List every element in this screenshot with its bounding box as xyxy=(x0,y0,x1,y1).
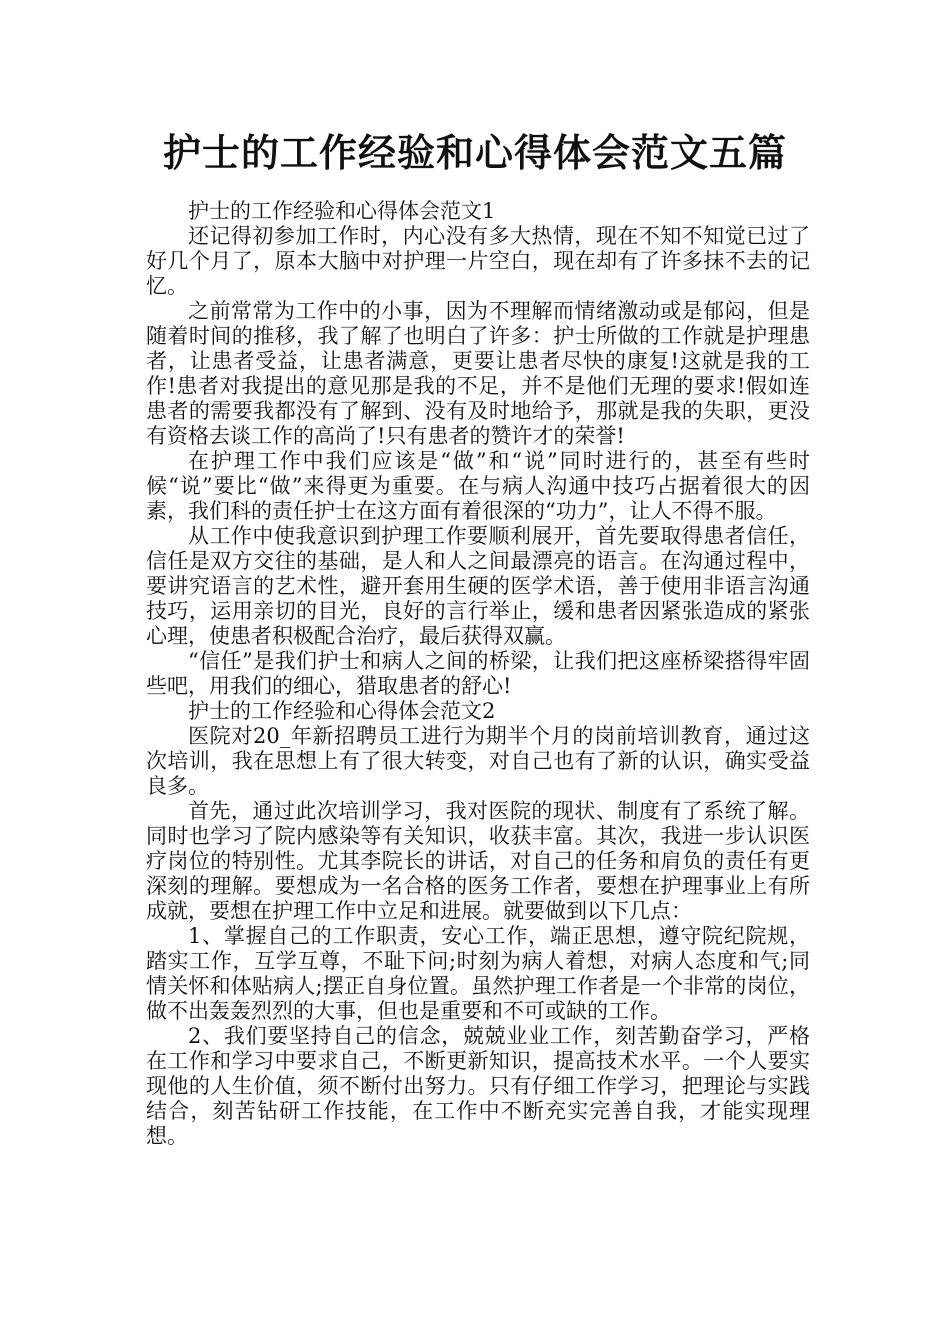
paragraph: “信任”是我们护士和病人之间的桥梁，让我们把这座桥梁搭得牢固些吧，用我们的细心，猎取患者的舒心! xyxy=(146,649,810,698)
document-body xyxy=(146,199,810,1149)
paragraph: 医院对20_年新招聘员工进行为期半个月的岗前培训教育，通过这次培训，我在思想上有了很大转变，对自己也有了新的认识，确实受益良多。 xyxy=(146,724,810,798)
section-heading: 护士的工作经验和心得体会范文2 xyxy=(188,699,496,723)
paragraph: 从工作中使我意识到护理工作要顺利展开，首先要取得患者信任，信任是双方交往的基础，是人和人之间最漂亮的语言。在沟通过程中，要讲究语言的艺术性，避开套用生硬的医学术语，善于使用非语言沟通技巧，运用亲切的目光，良好的言行举止，缓和患者因紧张造成的紧张心理，使患者积极配合治疗，最后获得双赢。 xyxy=(146,524,810,648)
paragraph: 之前常常为工作中的小事，因为不理解而情绪激动或是郁闷，但是随着时间的推移，我了解了也明白了许多：护士所做的工作就是护理患者，让患者受益，让患者满意，更要让患者尽快的康复!这就是我的工作!患者对我提出的意见那是我的不足，并不是他们无理的要求!假如连患者的需要我都没有了解到、没有及时地给予，那就是我的失职，更没有资格去谈工作的高尚了!只有患者的赞许才的荣誉! xyxy=(146,299,810,448)
paragraph: 首先，通过此次培训学习，我对医院的现状、制度有了系统了解。同时也学习了院内感染等有关知识，收获丰富。其次，我进一步认识医疗岗位的特别性。尤其李院长的讲话，对自己的任务和肩负的责任有更深刻的理解。要想成为一名合格的医务工作者，要想在护理事业上有所成就，要想在护理工作中立足和进展。就要做到以下几点： xyxy=(146,799,810,923)
paragraph: 2、我们要坚持自己的信念，兢兢业业工作，刻苦勤奋学习，严格在工作和学习中要求自己，不断更新知识，提高技术水平。一个人要实现他的人生价值，须不断付出努力。只有仔细工作学习，把理论与实践结合，刻苦钻研工作技能，在工作中不断充实完善自我，才能实现理想。 xyxy=(146,1024,810,1148)
paragraph: 还记得初参加工作时，内心没有多大热情，现在不知不知觉已过了好几个月了，原本大脑中对护理一片空白，现在却有了许多抹不去的记忆。 xyxy=(146,224,810,298)
section-heading: 护士的工作经验和心得体会范文1 xyxy=(188,199,496,223)
page-title: 护士的工作经验和心得体会范文五篇 xyxy=(162,131,787,175)
paragraph: 在护理工作中我们应该是“做”和“说”同时进行的，甚至有些时候“说”要比“做”来得更为重要。在与病人沟通中技巧占据着很大的因素，我们科的责任护士在这方面有着很深的“功力”，让人不得不服。 xyxy=(146,449,810,523)
paragraph: 1、掌握自己的工作职责，安心工作，端正思想，遵守院纪院规，踏实工作，互学互尊，不耻下问;时刻为病人着想，对病人态度和气;同情关怀和体贴病人;摆正自身位置。虽然护理工作者是一个非常的岗位，做不出轰轰烈烈的大事，但也是重要和不可或缺的工作。 xyxy=(146,924,810,1023)
